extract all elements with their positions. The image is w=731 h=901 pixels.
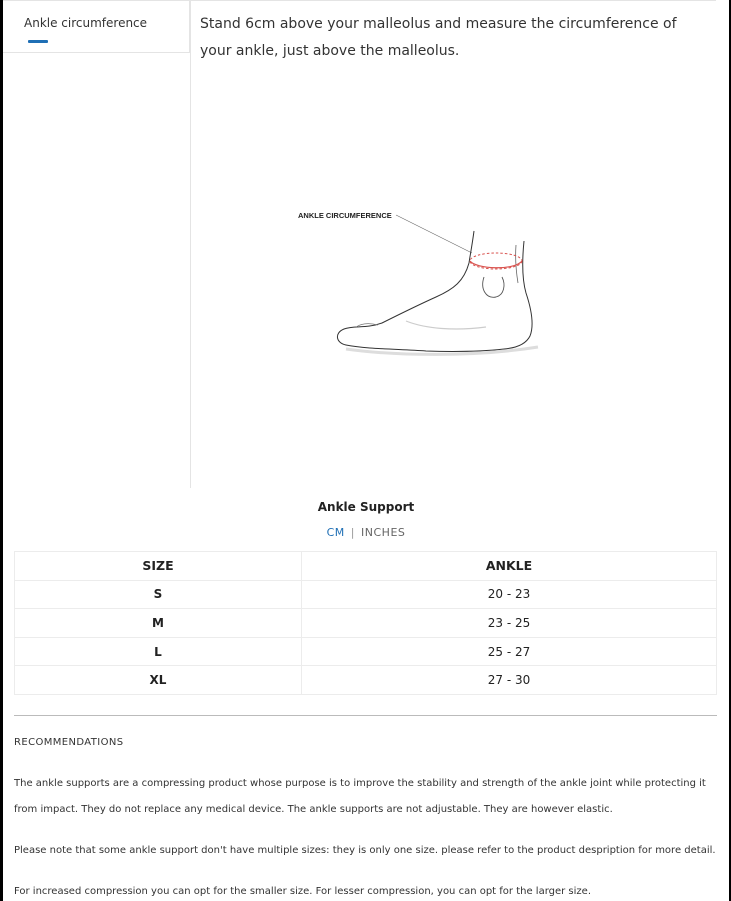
size-cell: M — [15, 609, 302, 638]
recommendation-paragraph: Please note that some ankle support don't have multiple sizes: they is only one size. please refer to the product despription for more detail. — [14, 845, 716, 856]
size-column-header: SIZE — [15, 552, 302, 581]
heel-outline — [504, 241, 532, 349]
malleolus-outline — [483, 277, 504, 297]
active-tab-indicator — [28, 40, 48, 43]
tape-ellipse — [470, 253, 522, 269]
size-chart-title: Ankle Support — [317, 500, 415, 514]
measurement-panel — [190, 0, 716, 488]
ankle-cell: 25 - 27 — [302, 637, 717, 666]
recommendations-title: RECOMMENDATIONS — [14, 737, 124, 748]
unit-toggle — [3, 526, 729, 539]
measurement-instruction: Stand 6cm above your malleolus and measure the circumference of your ankle, just above the malleolus. — [200, 16, 677, 59]
size-cell: XL — [15, 666, 302, 695]
ankle-column-header: ANKLE — [302, 552, 717, 581]
foot-shading — [406, 321, 486, 329]
table-row — [15, 666, 717, 695]
table-row — [15, 637, 717, 666]
size-cell: L — [15, 637, 302, 666]
size-cell: S — [15, 580, 302, 609]
recommendation-paragraph: The ankle supports are a compressing product whose purpose is to improve the stability and strength of the ankle joint while protecting it from impact. They do not replace any medical device. The ankle supports are not adjustable. They are however elastic. — [14, 778, 706, 815]
size-guide-page — [3, 0, 729, 901]
section-divider — [14, 715, 717, 716]
foot-illustration — [286, 201, 546, 366]
size-table — [14, 551, 717, 695]
unit-inches-button[interactable]: INCHES — [361, 526, 406, 539]
illustration-label: ANKLE CIRCUMFERENCE — [298, 211, 392, 220]
table-header-row — [15, 552, 717, 581]
recommendation-paragraph: For increased compression you can opt for the smaller size. For lesser compression, you can opt for the larger size. — [14, 886, 592, 897]
unit-separator: | — [350, 526, 356, 539]
table-row — [15, 609, 717, 638]
unit-cm-button[interactable]: CM — [326, 526, 345, 539]
ankle-cell: 20 - 23 — [302, 580, 717, 609]
table-row — [15, 580, 717, 609]
tab-ankle-circumference[interactable] — [3, 0, 190, 53]
foot-outline — [337, 263, 504, 351]
ankle-cell: 27 - 30 — [302, 666, 717, 695]
label-leader-line — [396, 215, 472, 253]
ankle-cell: 23 - 25 — [302, 609, 717, 638]
tab-label: Ankle circumference — [24, 16, 148, 30]
